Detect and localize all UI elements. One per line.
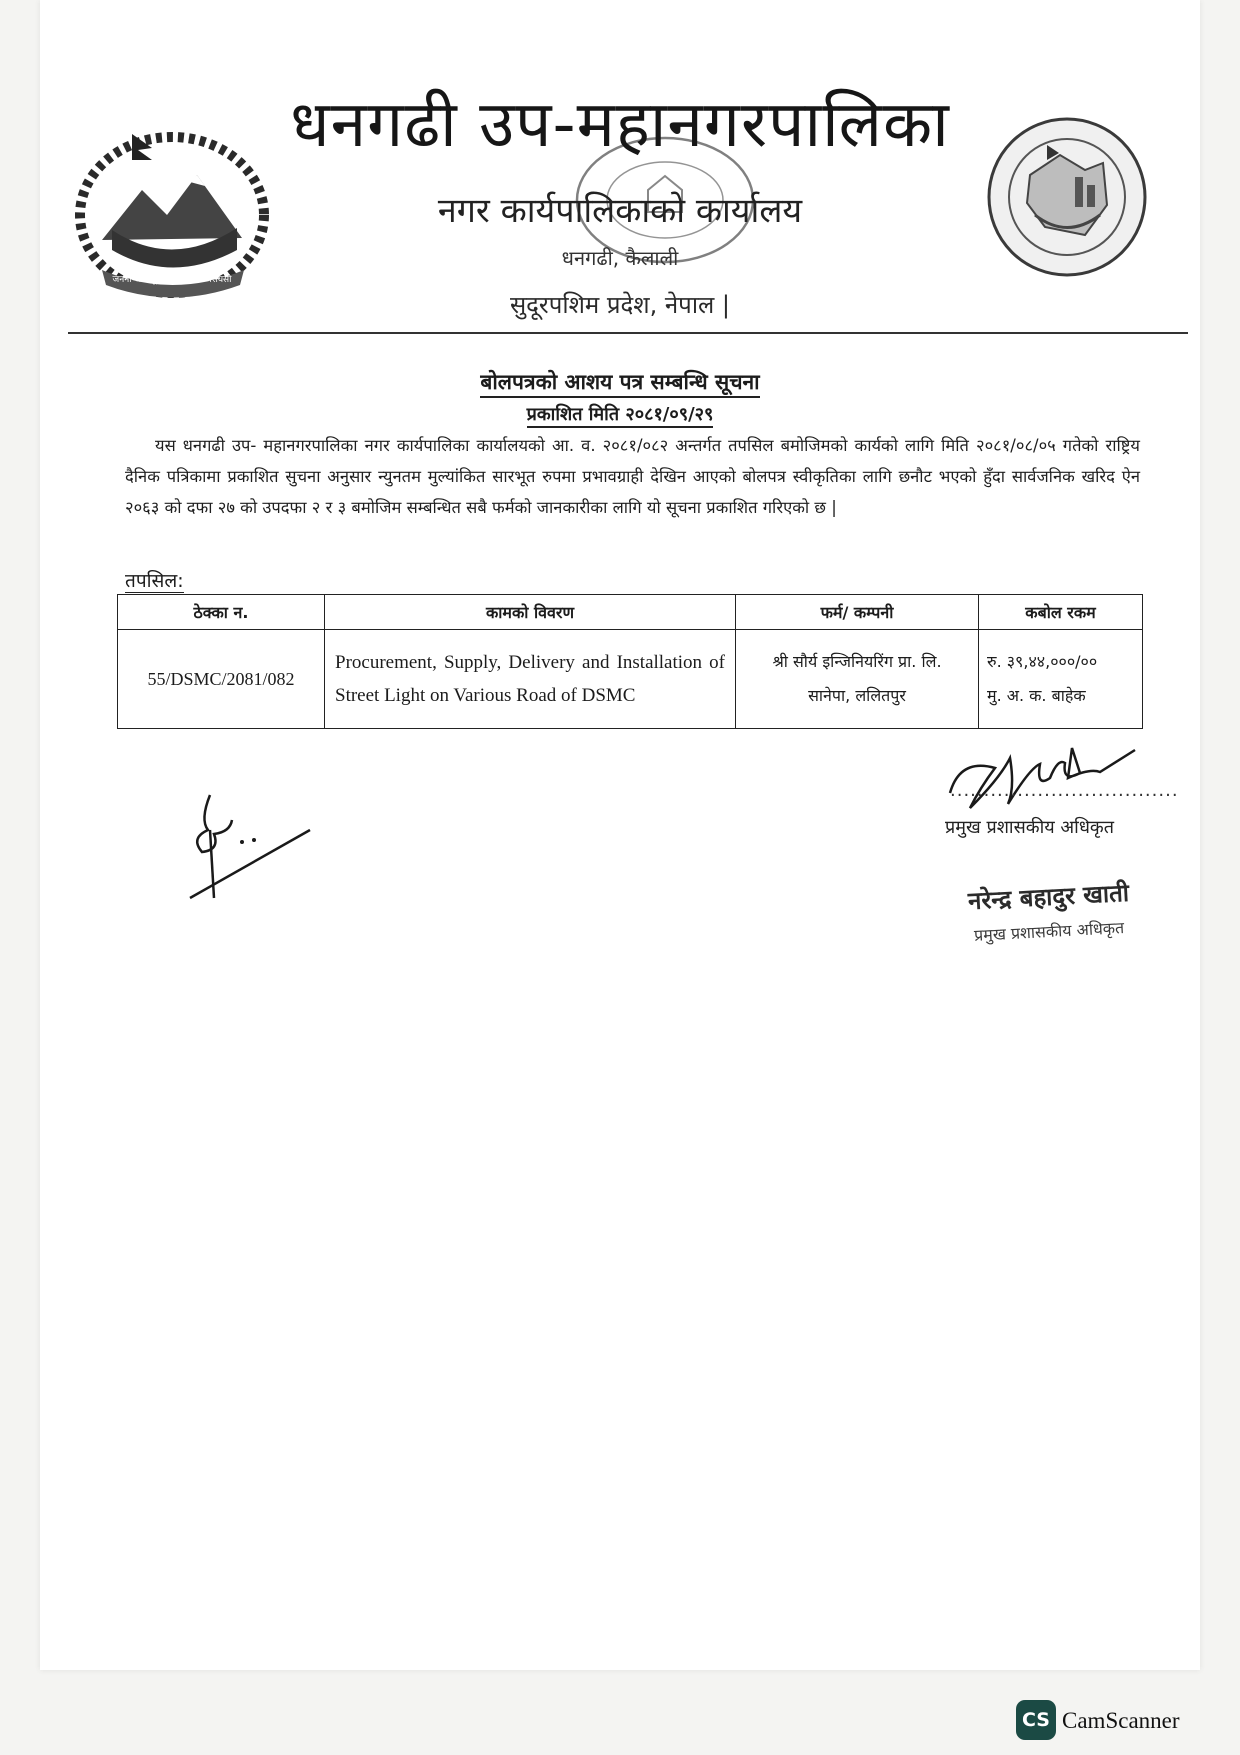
header-contract-no: ठेक्का न.	[118, 595, 325, 630]
notice-title: बोलपत्रको आशय पत्र सम्बन्धि सूचना	[0, 368, 1240, 396]
camscanner-logo-icon: CS	[1016, 1700, 1056, 1740]
signature-line: ..................................	[950, 780, 1179, 801]
handwritten-initial-icon	[180, 790, 320, 905]
signature-icon	[940, 738, 1140, 818]
table-header-row	[118, 595, 1143, 630]
signatory-stamp-name: नरेन्द्र बहादुर खाती	[967, 878, 1130, 916]
office-city: धनगढी, कैलाली	[561, 246, 679, 270]
vat-note: मु. अ. क. बाहेक	[987, 686, 1086, 705]
svg-text:जननी जन्मभूमिश्च स्वर्गादपि गर: जननी जन्मभूमिश्च स्वर्गादपि गरीयसी	[112, 275, 232, 285]
published-date: प्रकाशित मिति २०८१/०९/२९	[0, 402, 1240, 426]
signatory-stamp-role: प्रमुख प्रशासकीय अधिकृत	[973, 918, 1125, 945]
firm-address: सानेपा, ललितपुर	[808, 686, 906, 705]
table-row	[118, 630, 1143, 729]
municipality-title: धनगढी उप-महानगरपालिका	[290, 88, 950, 162]
cell-contract-no: 55/DSMC/2081/082	[118, 630, 325, 729]
signatory-role: प्रमुख प्रशासकीय अधिकृत	[945, 817, 1114, 838]
cell-description: Procurement, Supply, Delivery and Installation of Street Light on Various Road of DSMC	[325, 630, 736, 729]
camscanner-watermark: CamScanner	[1062, 1708, 1180, 1733]
tapsil-label: तपसिल:	[125, 570, 184, 592]
bid-amount: रु. ३९,४४,०००/००	[987, 652, 1098, 671]
contract-table	[117, 594, 1143, 729]
header-firm: फर्म/ कम्पनी	[736, 595, 979, 630]
firm-name: श्री सौर्य इन्जिनियरिंग प्रा. लि.	[772, 652, 942, 671]
header-amount: कबोल रकम	[979, 595, 1143, 630]
province-name: सुदूरपशिम प्रदेश, नेपाल |	[509, 291, 731, 319]
header-description: कामको विवरण	[325, 595, 736, 630]
header-divider	[68, 332, 1188, 334]
notice-body: यस धनगढी उप- महानगरपालिका नगर कार्यपालिका कार्यालयको आ. व. २०८१/०८२ अन्तर्गत तपसिल बमोजिमको कार्यको लागि मिति २०८१/०८/०५ गतेको राष्ट्रिय दैनिक पत्रिकामा प्रकाशित सुचना अनुसार न्युनतम मुल्यांकित सारभूत रुपमा प्रभावग्राही देखिन आएको बोलपत्र स्वीकृतिका लागि छनौट भएको हुँदा सार्वजनिक खरिद ऐन २०६३ को दफा २७ को उपदफा २ र ३ बमोजिम सम्बन्धित सबै फर्मको जानकारीका लागि यो सूचना प्रकाशित गरिएको छ |	[125, 436, 1140, 517]
cell-firm	[736, 630, 979, 729]
office-name: नगर कार्यपालिकाको कार्यालय	[437, 191, 803, 231]
cell-amount	[979, 630, 1143, 729]
